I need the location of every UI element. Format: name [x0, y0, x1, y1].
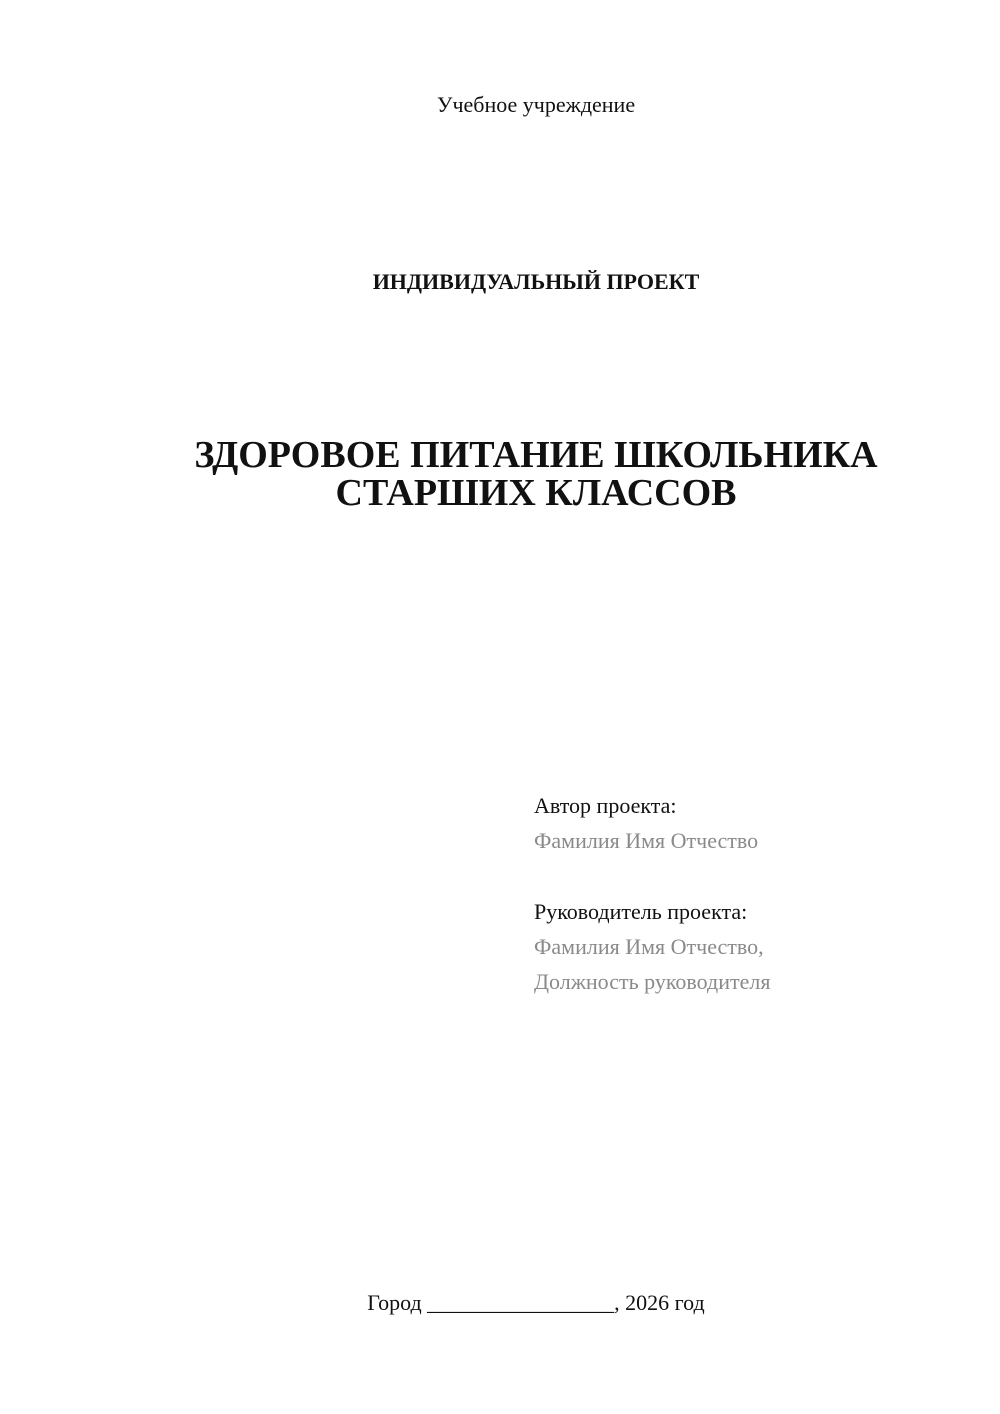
supervisor-position: Должность руководителя — [534, 969, 771, 994]
author-name: Фамилия Имя Отчество — [534, 828, 759, 853]
project-type-heading: ИНДИВИДУАЛЬНЫЙ ПРОЕКТ — [372, 269, 700, 294]
supervisor-name: Фамилия Имя Отчество, — [534, 934, 764, 959]
author-label: Автор проекта: — [534, 793, 677, 818]
project-title-line-2: СТАРШИХ КЛАССОВ — [335, 472, 737, 514]
institution-name: Учебное учреждение — [436, 92, 636, 117]
project-title — [0, 436, 1000, 512]
supervisor-label: Руководитель проекта: — [534, 899, 748, 924]
project-info-block — [534, 788, 974, 999]
city-year-line: Город _________________, 2026 год — [367, 1290, 705, 1315]
project-title-line-1: ЗДОРОВОЕ ПИТАНИЕ ШКОЛЬНИКА — [194, 434, 878, 476]
